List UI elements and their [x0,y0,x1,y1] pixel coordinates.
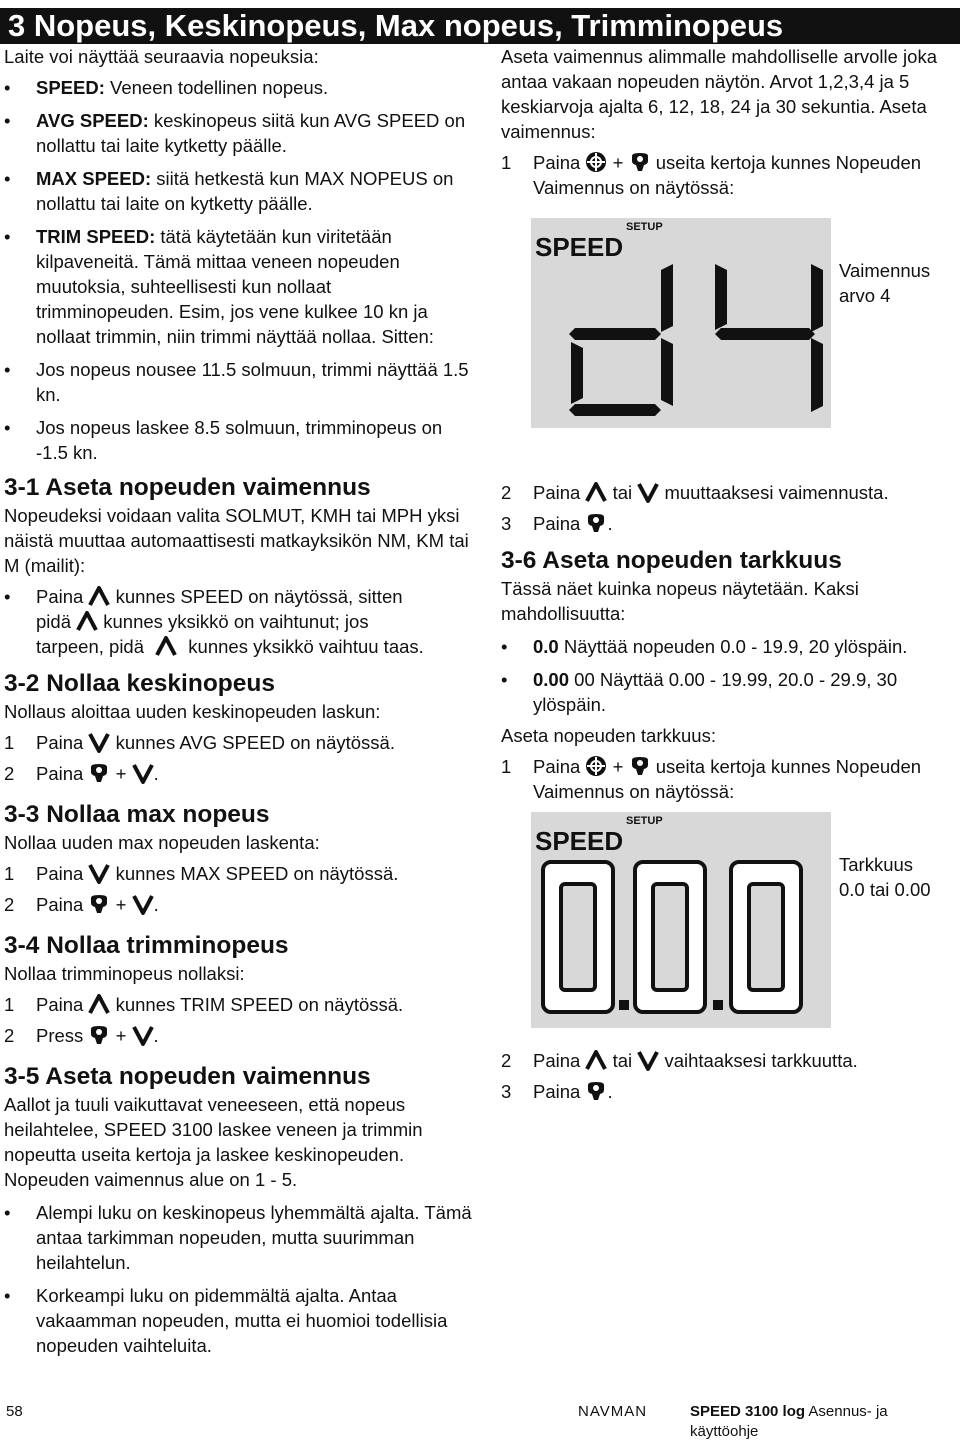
trim-example: • Jos nopeus laskee 8.5 solmuun, trimminopeus on -1.5 kn. [4,415,474,465]
menu-key-icon [629,151,651,173]
page-number: 58 [6,1403,23,1420]
section-3-6-title: 3-6 Aseta nopeuden tarkkuus [501,547,842,574]
plus-sign: + [115,763,127,784]
step-number: 2 [4,763,15,784]
down-arrow-icon [88,731,110,753]
menu-key-icon [585,1080,607,1102]
lcd-decimal-point [619,1000,629,1010]
section-3-2-text: Nollaus aloittaa uuden keskinopeuden laskun: [4,701,381,722]
intro-text: Laite voi näyttää seuraavia nopeuksia: [4,46,319,67]
lcd-decimal-point [713,1000,723,1010]
section-3-6-text: Tässä näet kuinka nopeus näytetään. Kaksi mahdollisuutta: [501,578,859,624]
step-2 [4,1023,474,1048]
resolution-subtitle: Aseta nopeuden tarkkuus: [501,725,716,746]
step-text: useita kertoja kunnes Nopeuden Vaimennus on näytössä: [533,152,922,198]
lcd-caption [839,852,931,902]
step-text: Paina [36,863,84,884]
footer-product: SPEED 3100 log [690,1403,806,1420]
speed-desc: keskinopeus siitä kun AVG SPEED on nollattu tai laite kytketty päälle. [36,110,466,156]
speed-item-trim [4,224,474,349]
up-arrow-icon [88,993,110,1015]
resolution-option [501,667,959,717]
lcd-damping-display [531,218,831,428]
step-text: kunnes AVG SPEED on näytössä. [115,732,395,753]
down-arrow-icon [88,862,110,884]
plus-sign: + [612,152,624,173]
speed-item-avg [4,108,474,158]
menu-key-icon [88,1024,110,1046]
step-text: tai [612,482,633,503]
step-2 [4,761,474,786]
lcd-caption-line: Vaimennus [839,260,931,281]
resolution-option [501,634,959,659]
menu-key-icon [585,512,607,534]
step-text: . [153,763,159,784]
step-1 [501,754,959,804]
down-arrow-icon [132,762,154,784]
down-arrow-icon [637,1049,659,1071]
down-arrow-icon [637,481,659,503]
damping-bullet: • Korkeampi luku on pidemmältä ajalta. Antaa vakaamman nopeuden, mutta ei huomioi todellisia nopeuden vaihteluita. [4,1283,474,1358]
down-arrow-icon [132,1024,154,1046]
step-text: Paina [36,994,84,1015]
speed-term: SPEED: [36,77,105,98]
lcd-speed-label: SPEED [535,232,624,262]
section-3-1-title: 3-1 Aseta nopeuden vaimennus [4,474,371,501]
lcd-caption-line: 0.0 tai 0.00 [839,879,931,900]
step-1 [501,150,959,200]
plus-sign: + [612,756,624,777]
section-3-4-text: Nollaa trimminopeus nollaksi: [4,963,245,984]
power-key-icon [585,151,607,173]
step-1 [4,730,474,755]
step-text: kunnes SPEED on näytössä, sitten [115,586,403,607]
step-number: 3 [501,1081,512,1102]
speed-desc: tätä käytetään kun viritetään kilpaveneitä. Tämä mittaa veneen nopeuden muutoksia, suhteellisesti kun nollaat trimminopeuden. Esim, jos vene kulkee 10 kn ja nollaat trimmin, niin trimmi näyttää nollaa. Sitten: [36,226,434,347]
plus-sign: + [115,894,127,915]
step-1 [4,992,474,1017]
step-number: 1 [501,756,512,777]
step-text: Paina [36,894,84,915]
right-column [501,44,959,1104]
step-number: 2 [501,1050,512,1071]
menu-key-icon [629,755,651,777]
step-text: kunnes TRIM SPEED on näytössä. [115,994,404,1015]
menu-key-icon [88,893,110,915]
step-text: Paina [533,1081,581,1102]
step-text: Paina [36,586,84,607]
power-key-icon [585,755,607,777]
option-term: 0.00 [533,669,570,690]
step-text: kunnes yksikkö vaihtuu taas. [188,636,424,657]
speed-desc: siitä hetkestä kun MAX NOPEUS on nollattu tai laite on kytketty päälle. [36,168,454,214]
damping-intro: Aseta vaimennus alimmalle mahdolliselle arvolle joka antaa vakaan nopeuden näytön. Arvot 1,2,3,4 ja 5 keskiarvoja ajalta 6, 12, 18, 24 ja 30 sekuntia. Aseta vaimennus: [501,46,937,142]
step-3 [501,1079,959,1104]
step-text: useita kertoja kunnes Nopeuden Vaimennus on näytössä: [533,756,922,802]
step-text: Paina [36,763,84,784]
step-text: Paina [533,1050,581,1071]
step-text: Paina [36,732,84,753]
speed-item-max [4,166,474,216]
step-text: muuttaaksesi vaimennusta. [664,482,889,503]
step-2 [501,1048,959,1073]
lcd-speed-label: SPEED [535,826,624,856]
up-arrow-icon [76,610,98,632]
lcd-setup-label: SETUP [626,221,663,233]
lcd-caption-line: arvo 4 [839,285,891,306]
step-text: . [607,1081,613,1102]
up-arrow-icon [88,585,110,607]
section-3-4-title: 3-4 Nollaa trimminopeus [4,932,289,959]
section-3-1-bullet [4,584,474,659]
lcd-caption [839,258,930,308]
page-title: 3 Nopeus, Keskinopeus, Max nopeus, Trimminopeus [0,8,960,44]
menu-key-icon [88,762,110,784]
footer-doc: Asennus- ja käyttöohje [690,1403,888,1440]
speed-term: MAX SPEED: [36,168,152,189]
section-3-2-title: 3-2 Nollaa keskinopeus [4,670,275,697]
footer-title [690,1402,960,1442]
option-desc: 00 Näyttää 0.00 - 19.99, 20.0 - 29.9, 30 ylöspäin. [533,669,898,715]
step-2 [4,892,474,917]
step-text: . [607,513,613,534]
step-text: . [153,1025,159,1046]
up-arrow-icon [585,1049,607,1071]
step-text: Paina [533,482,581,503]
step-number: 1 [4,863,15,884]
step-number: 1 [4,732,15,753]
step-text: Paina [533,513,581,534]
speed-item-speed [4,75,474,100]
lcd-caption-line: Tarkkuus [839,854,914,875]
step-number: 2 [4,1025,15,1046]
step-text: Paina [533,152,581,173]
trim-example: • Jos nopeus nousee 11.5 solmuun, trimmi näyttää 1.5 kn. [4,357,474,407]
step-number: 2 [501,482,512,503]
lcd-setup-label: SETUP [626,815,663,827]
option-desc: Näyttää nopeuden 0.0 - 19.9, 20 ylöspäin. [563,636,908,657]
step-1 [4,861,474,886]
damping-bullet: • Alempi luku on keskinopeus lyhemmältä ajalta. Tämä antaa tarkimman nopeuden, mutta suurimman heilahtelun. [4,1200,474,1275]
step-text: kunnes yksikkö on vaihtunut; jos [103,611,369,632]
step-number: 1 [501,152,512,173]
section-3-5-text: Aallot ja tuuli vaikuttavat veneeseen, että nopeus heilahtelee, SPEED 3100 laskee veneen ja trimmin nopeutta useita kertoja ja laskee keskinopeuden. Nopeuden vaimennus alue on 1 - 5. [4,1094,423,1190]
step-text: Press [36,1025,84,1046]
step-2 [501,480,959,505]
step-text: . [153,894,159,915]
section-3-3-text: Nollaa uuden max nopeuden laskenta: [4,832,320,853]
step-text: tarpeen, pidä [36,636,145,657]
speed-desc: Veneen todellinen nopeus. [110,77,329,98]
option-term: 0.0 [533,636,559,657]
step-text: pidä [36,611,71,632]
step-text: tai [612,1050,633,1071]
step-number: 1 [4,994,15,1015]
section-3-5-title: 3-5 Aseta nopeuden vaimennus [4,1063,371,1090]
section-3-1-text: Nopeudeksi voidaan valita SOLMUT, KMH tai MPH yksi näistä muuttaa automaattisesti matkayksikön NM, KM tai M (mailit): [4,505,469,576]
speed-term: AVG SPEED: [36,110,149,131]
step-3 [501,511,959,536]
left-column [4,44,474,1358]
step-number: 2 [4,894,15,915]
up-arrow-icon [155,635,177,657]
section-3-3-title: 3-3 Nollaa max nopeus [4,801,270,828]
step-number: 3 [501,513,512,534]
plus-sign: + [115,1025,127,1046]
speed-term: TRIM SPEED: [36,226,156,247]
up-arrow-icon [585,481,607,503]
down-arrow-icon [132,893,154,915]
step-text: vaihtaaksesi tarkkuutta. [664,1050,858,1071]
brand-logo: NAVMAN [578,1403,648,1420]
step-text: Paina [533,756,581,777]
step-text: kunnes MAX SPEED on näytössä. [115,863,399,884]
lcd-resolution-display [531,812,831,1028]
